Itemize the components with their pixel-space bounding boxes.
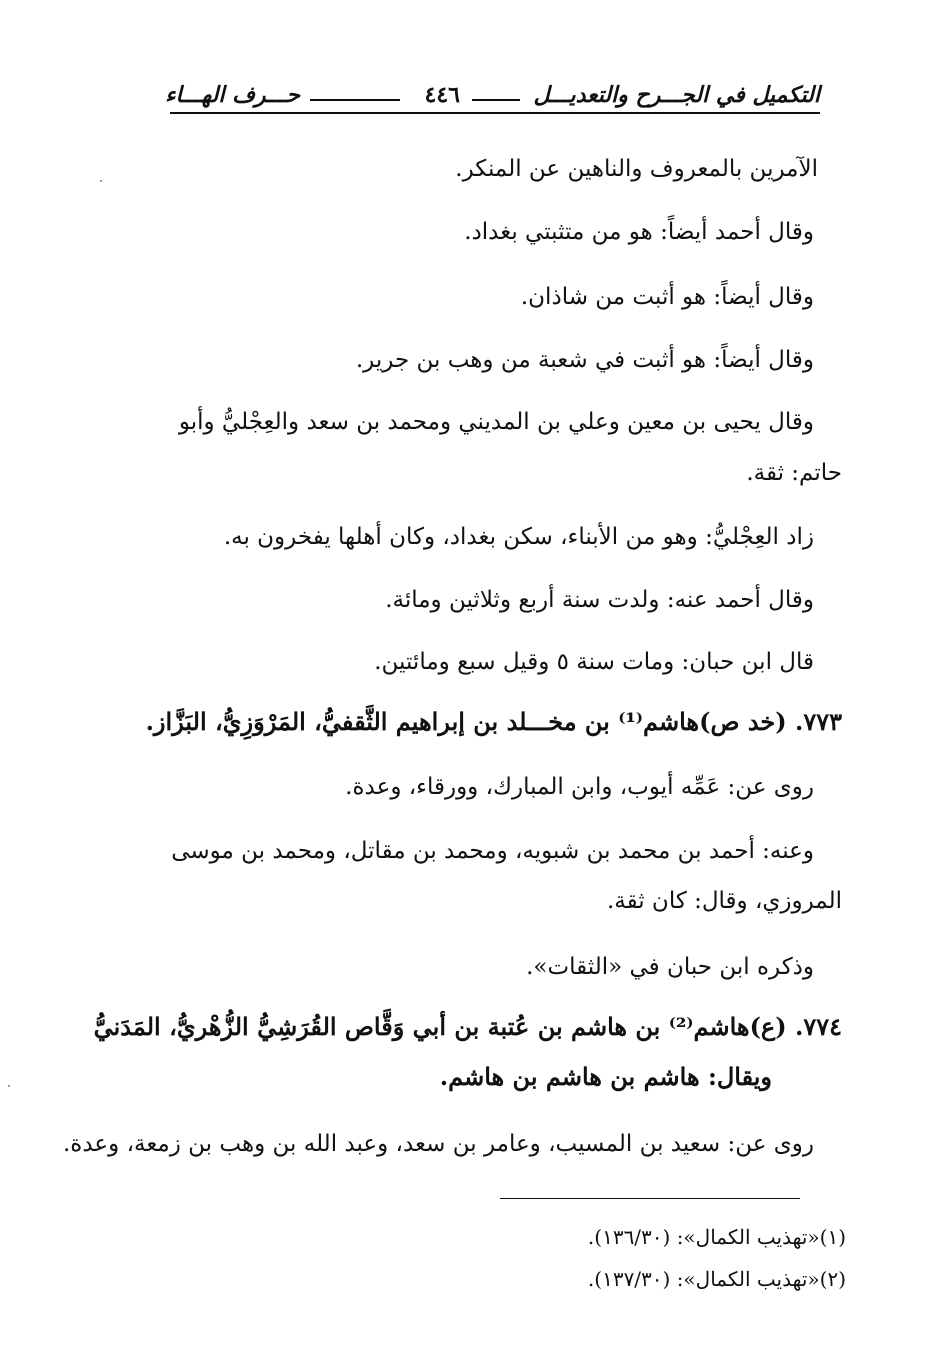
scan-speck: [8, 1085, 10, 1087]
header-dash: [472, 99, 520, 101]
header-page-number: ٤٤٦: [424, 82, 460, 108]
entry-heading-773: ٧٧٣. (خد ص)هاشم⁽¹⁾ بن مخـــلد بن إبراهيم الثَّقفيُّ، المَرْوَزِيُّ، البَزَّاز.: [145, 707, 842, 736]
header-dash: [310, 99, 400, 101]
text-line: قال ابن حبان: ومات سنة ٥ وقيل سبع ومائتين.: [374, 649, 814, 675]
text-line: وقال أيضاً: هو أثبت في شعبة من وهب بن جرير.: [355, 347, 814, 373]
text-line: المروزي، وقال: كان ثقة.: [606, 888, 842, 914]
header-title: التكميل في الجـــرح والتعديـــل: [533, 82, 820, 108]
text-line: وقال أيضاً: هو أثبت من شاذان.: [520, 284, 814, 310]
text-line: وقال أحمد أيضاً: هو من متثبتي بغداد.: [464, 219, 814, 245]
text-line: وقال يحيى بن معين وعلي بن المديني ومحمد بن سعد والعِجْليُّ وأبو: [178, 409, 814, 435]
text-line: وقال أحمد عنه: ولدت سنة أربع وثلاثين ومائة.: [385, 587, 814, 613]
footnote: (١)«تهذيب الكمال»: (١٣٦/٣٠).: [587, 1225, 846, 1249]
entry-heading-774-cont: ويقال: هاشم بن هاشم بن هاشم.: [439, 1062, 772, 1091]
scan-speck: [100, 180, 102, 182]
header-section: حـــرف الهـــاء: [165, 82, 300, 108]
text-line: روى عن: سعيد بن المسيب، وعامر بن سعد، وعبد الله بن وهب بن زمعة، وعدة.: [63, 1131, 814, 1157]
text-line: حاتم: ثقة.: [746, 460, 842, 486]
header-rule: [170, 112, 820, 114]
entry-heading-774: ٧٧٤. (ع)هاشم⁽²⁾ بن هاشم بن عُتبة بن أبي وَقَّاص القُرَشِيُّ الزُّهْريُّ، المَدَنيُّ: [93, 1012, 842, 1041]
text-line: الآمرين بالمعروف والناهين عن المنكر.: [455, 156, 818, 182]
text-line: وذكره ابن حبان في «الثقات».: [526, 954, 814, 980]
footnote: (٢)«تهذيب الكمال»: (١٣٧/٣٠).: [587, 1267, 846, 1291]
text-line: زاد العِجْليُّ: وهو من الأبناء، سكن بغداد، وكان أهلها يفخرون به.: [223, 524, 814, 550]
text-line: روى عن: عَمِّه أيوب، وابن المبارك، وورقاء، وعدة.: [345, 774, 814, 800]
footnote-rule: [500, 1198, 800, 1199]
text-line: وعنه: أحمد بن محمد بن شبويه، ومحمد بن مقاتل، ومحمد بن موسى: [171, 838, 814, 864]
